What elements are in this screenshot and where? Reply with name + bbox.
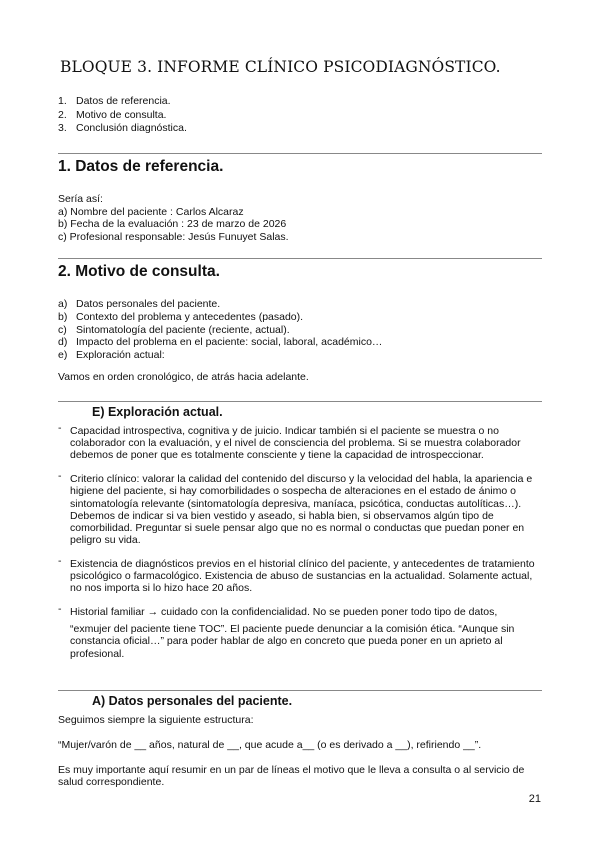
toc-item: [58, 109, 187, 123]
table-of-contents: [58, 95, 187, 136]
motivo-list: [58, 298, 382, 362]
toc-text: Conclusión diagnóstica.: [76, 122, 187, 134]
bullet-text: Existencia de diagnósticos previos en el historial clínico del paciente, y antecedentes de tratamiento psicológico o farmacológico. Existencia de abuso de sustancias en la actualidad. Solamente actual, no nos importa si lo hizo hace 20 años.: [70, 557, 535, 595]
bullet-item: [58, 470, 544, 547]
list-marker: d): [58, 336, 68, 349]
page-number: 21: [528, 793, 541, 805]
list-text: Exploración actual:: [76, 349, 165, 362]
section-heading-datos-referencia: 1. Datos de referencia.: [58, 158, 224, 175]
list-text: Impacto del problema en el paciente: social, laboral, académico…: [76, 336, 383, 349]
divider: [58, 258, 542, 259]
list-item: [58, 349, 382, 362]
text-line: c) Profesional responsable: Jesús Funuyet Salas.: [58, 230, 289, 243]
bullet-item: [58, 422, 544, 462]
dash-marker: -: [58, 422, 62, 434]
bullet-item: [58, 554, 544, 595]
structure-intro: Seguimos siempre la siguiente estructura:: [58, 714, 254, 726]
toc-item: [58, 122, 187, 136]
list-text: Sintomatología del paciente (reciente, actual).: [76, 323, 290, 336]
toc-text: Datos de referencia.: [76, 95, 171, 107]
exploracion-list: [58, 422, 544, 671]
structure-template: “Mujer/varón de __ años, natural de __, que acude a__ (o es derivado a __), refiriendo __”.: [58, 739, 482, 751]
text-line: a) Nombre del paciente : Carlos Alcaraz: [58, 205, 244, 218]
dash-marker: -: [58, 470, 62, 483]
bullet-text: Criterio clínico: valorar la calidad del contenido del discurso y la velocidad del habla, la apariencia e higiene del paciente, si hay comorbilidades o sospecha de alteraciones en el estado de ánimo o sintomatología relevante (sintomatología depresiva, maníaca, psicótica, conductas autolíticas…). Debemos de indicar si va bien vestido y aseado, si habla bien, si observamos algún tipo de comorbilidad. Preguntar si suele pensar algo que no es normal o conductas que puedan poner en peligro su vida.: [70, 473, 533, 547]
section-heading-exploracion: E) Exploración actual.: [92, 405, 223, 419]
bullet-text: “exmujer del paciente tiene TOC”. El paciente puede denunciar a la comisión ética. “Aunque sin constancia oficial…” para poder hablar de algo en concreto que pueda poner en un aprieto al profesional.: [70, 623, 515, 660]
text-line: b) Fecha de la evaluación : 23 de marzo de 2026: [58, 218, 287, 230]
text-line: Sería así:: [58, 193, 103, 205]
chronological-note: Vamos en orden cronológico, de atrás hacia adelante.: [58, 371, 309, 383]
toc-number: 1.: [58, 95, 67, 107]
toc-number: 2.: [58, 108, 67, 121]
dash-marker: -: [58, 602, 62, 615]
list-marker: c): [58, 323, 67, 336]
divider: [58, 401, 542, 402]
list-marker: b): [58, 310, 68, 323]
list-item: [58, 324, 382, 337]
dash-marker: -: [58, 554, 62, 567]
section-heading-motivo-consulta: 2. Motivo de consulta.: [58, 263, 220, 280]
bullet-item: [58, 602, 544, 660]
list-item: [58, 298, 382, 311]
list-text: Datos personales del paciente.: [76, 298, 221, 310]
bullet-text: Capacidad introspectiva, cognitiva y de juicio. Indicar también si el paciente se muestra o no colaborador con la evaluación, y el nivel de consciencia del problema. Si se muestra colaborador debemos de poner que es totalmente consciente y tiene la capacidad de introspeccionar.: [70, 425, 521, 462]
list-marker: a): [58, 298, 68, 310]
divider: [58, 153, 542, 154]
closing-paragraph: Es muy importante aquí resumir en un par de líneas el motivo que le lleva a consulta o al servicio de salud correspondiente.: [58, 764, 525, 789]
list-item: [58, 336, 382, 349]
toc-number: 3.: [58, 122, 67, 134]
list-item: [58, 311, 382, 324]
page-title: BLOQUE 3. INFORME CLÍNICO PSICODIAGNÓSTICO.: [60, 58, 501, 76]
section-heading-datos-personales: A) Datos personales del paciente.: [92, 694, 293, 708]
section1-body: [58, 193, 289, 243]
bullet-text: Historial familiar → cuidado con la confidencialidad. No se pueden poner todo tipo de datos,: [70, 605, 498, 618]
toc-item: [58, 95, 187, 109]
toc-text: Motivo de consulta.: [76, 108, 167, 121]
divider: [58, 690, 542, 691]
list-text: Contexto del problema y antecedentes (pasado).: [76, 310, 304, 323]
list-marker: e): [58, 349, 68, 362]
